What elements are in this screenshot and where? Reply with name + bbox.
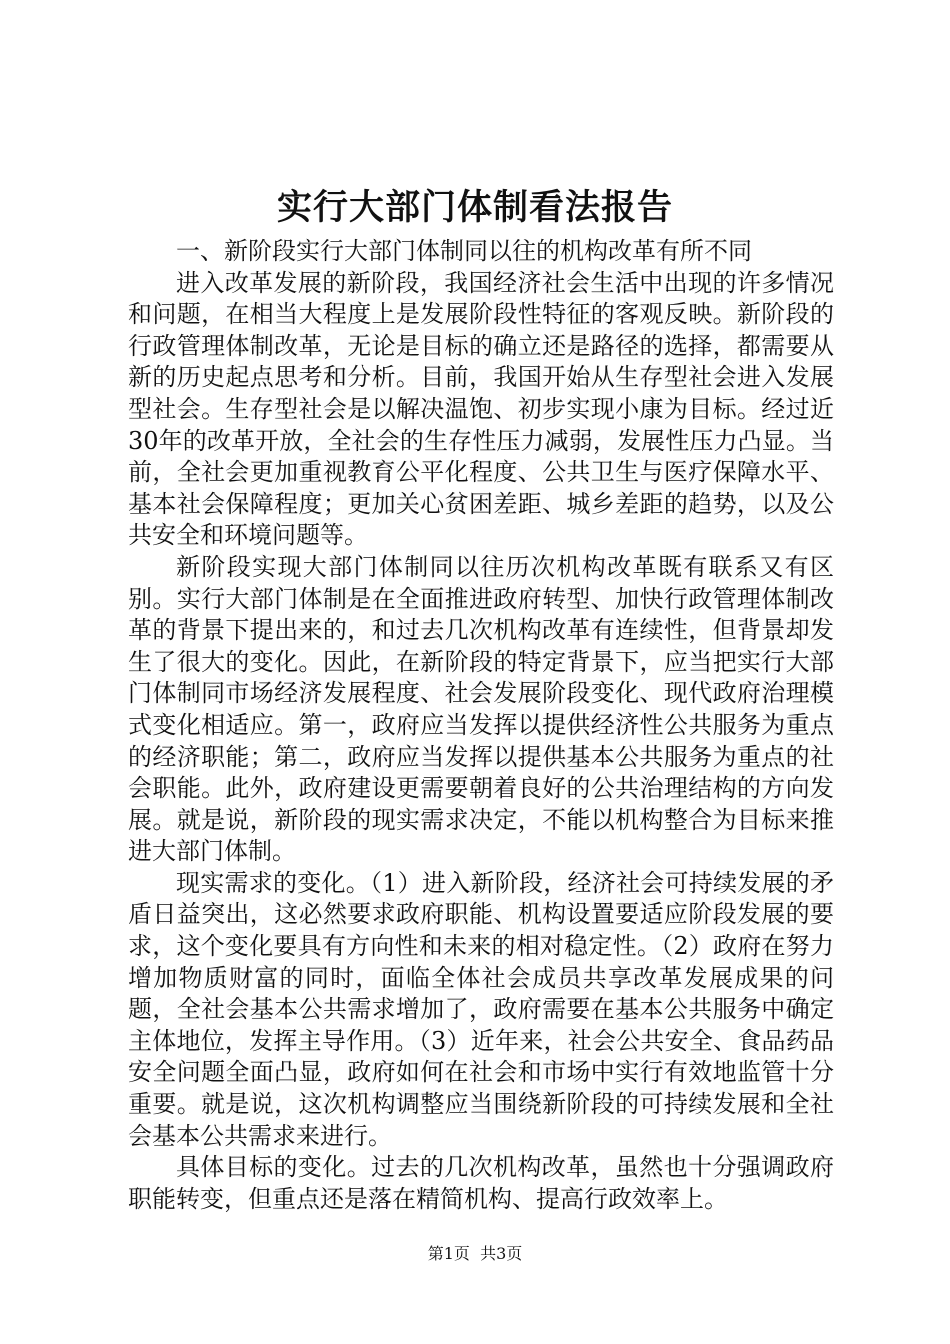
document-body	[128, 236, 834, 1215]
document-title: 实行大部门体制看法报告	[276, 187, 673, 228]
page-number: 第1页	[427, 1244, 470, 1263]
paragraph: 现实需求的变化。（1）进入新阶段，经济社会可持续发展的矛盾日益突出，这必然要求政府职能、机构设置要适应阶段发展的要求，这个变化要具有方向性和未来的相对稳定性。（2）政府在努力增加物质财富的同时，面临全体社会成员共享改革发展成果的问题，全社会基本公共需求增加了，政府需要在基本公共服务中确定主体地位，发挥主导作用。（3）近年来，社会公共安全、食品药品安全问题全面凸显，政府如何在社会和市场中实行有效地监管十分重要。就是说，这次机构调整应当围绕新阶段的可持续发展和全社会基本公共需求来进行。	[128, 868, 834, 1150]
page-footer	[0, 1242, 950, 1266]
page-total: 共3页	[480, 1244, 523, 1263]
paragraph: 新阶段实现大部门体制同以往历次机构改革既有联系又有区别。实行大部门体制是在全面推进政府转型、加快行政管理体制改革的背景下提出来的，和过去几次机构改革有连续性，但背景却发生了很大的变化。因此，在新阶段的特定背景下，应当把实行大部门体制同市场经济发展程度、社会发展阶段变化、现代政府治理模式变化相适应。第一，政府应当发挥以提供经济性公共服务为重点的经济职能；第二，政府应当发挥以提供基本公共服务为重点的社会职能。此外，政府建设更需要朝着良好的公共治理结构的方向发展。就是说，新阶段的现实需求决定，不能以机构整合为目标来推进大部门体制。	[128, 552, 834, 866]
paragraph: 具体目标的变化。过去的几次机构改革，虽然也十分强调政府职能转变，但重点还是落在精简机构、提高行政效率上。	[128, 1153, 834, 1213]
paragraph: 进入改革发展的新阶段，我国经济社会生活中出现的许多情况和问题，在相当大程度上是发展阶段性特征的客观反映。新阶段的行政管理体制改革，无论是目标的确立还是路径的选择，都需要从新的历史起点思考和分析。目前，我国开始从生存型社会进入发展型社会。生存型社会是以解决温饱、初步实现小康为目标。经过近30年的改革开放，全社会的生存性压力减弱，发展性压力凸显。当前，全社会更加重视教育公平化程度、公共卫生与医疗保障水平、基本社会保障程度；更加关心贫困差距、城乡差距的趋势，以及公共安全和环境问题等。	[128, 268, 834, 550]
section-heading: 一、新阶段实行大部门体制同以往的机构改革有所不同	[176, 237, 752, 265]
